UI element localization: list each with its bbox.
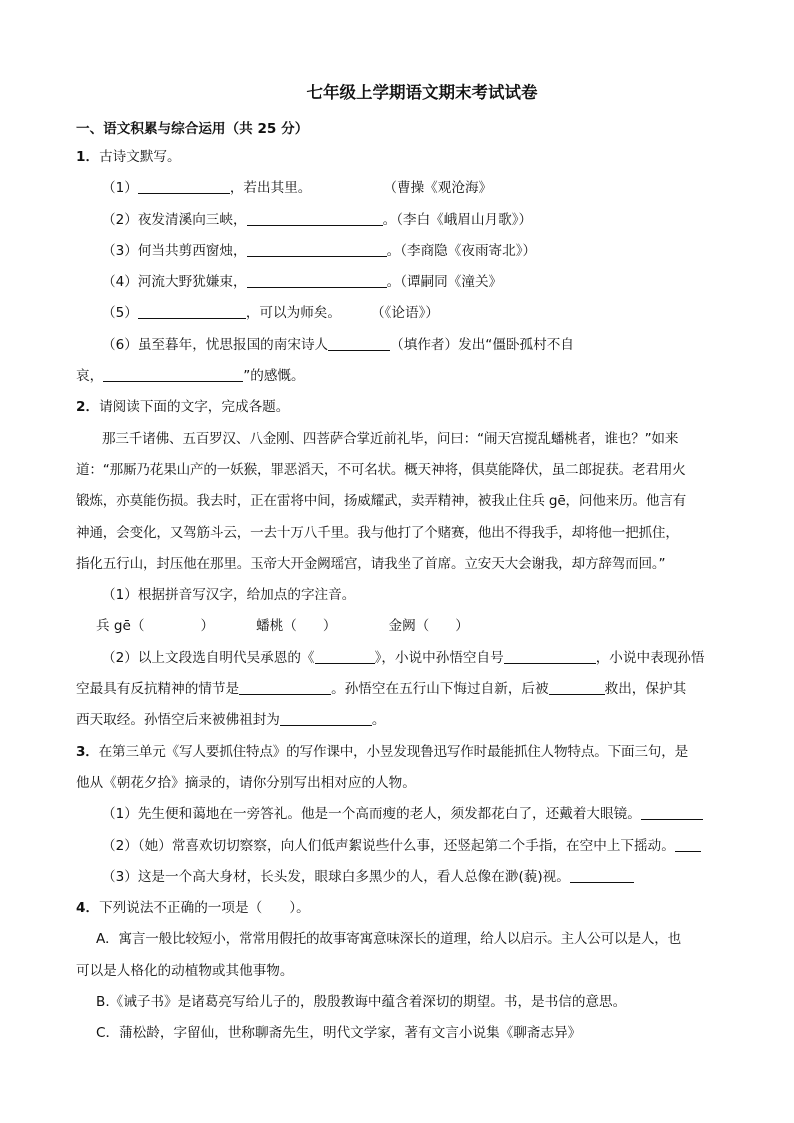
item-text: （3）何当共剪西窗烛， xyxy=(102,242,247,259)
answer-blank[interactable] xyxy=(239,680,331,695)
question-text: 在第三单元《写人要抓住特点》的写作课中，小昱发现鲁迅写作时最能抓住人物特点。下面三句，是 xyxy=(98,743,688,760)
pinyin-prompt: 兵 gē（ xyxy=(96,618,145,635)
question-3-cont: 他从《朝花夕拾》摘录的，请你分别写出相对应的人物。 xyxy=(76,774,416,791)
item-text: （1）先生便和蔼地在一旁答礼。他是一个高而瘦的老人，须发都花白了，还戴着大眼镜。 xyxy=(102,806,641,823)
q2-sub-1-items xyxy=(76,611,748,642)
section-heading: 一、语文积累与综合运用（共 25 分） xyxy=(76,121,309,137)
answer-blank[interactable] xyxy=(315,649,375,664)
item-text: ，可以为师矣。 xyxy=(245,305,341,322)
bracket: ） xyxy=(200,618,215,635)
item-text: 。（李商隐《夜雨寄北》） xyxy=(386,242,537,259)
question-2 xyxy=(76,392,748,423)
item-text: 哀， xyxy=(76,368,104,385)
item-text: （2）（她）常喜欢切切察察，向人们低声絮说些什么事，还竖起第二个手指，在空中上下摇动。 xyxy=(102,837,675,854)
item-text: 。（李白《峨眉山月歌》） xyxy=(382,211,533,228)
option-a-cont: 可以是人格化的动植物或其他事物。 xyxy=(76,962,294,979)
item-text: ”的感慨。 xyxy=(243,368,305,385)
q3-item-3 xyxy=(76,862,748,893)
question-number: 3． xyxy=(76,743,99,760)
question-number: 2． xyxy=(76,399,100,416)
answer-blank[interactable] xyxy=(675,837,701,852)
option-c[interactable]: C．蒲松龄，字留仙，世称聊斋先生，明代文学家，著有文言小说集《聊斋志异》 xyxy=(96,1025,582,1042)
question-1 xyxy=(76,142,748,173)
option-b[interactable]: B.《诫子书》是诸葛亮写给儿子的，殷殷教诲中蕴含着深切的期望。书，是书信的意思。 xyxy=(96,994,627,1011)
item-text: （6）虽至暮年，忧思报国的南宋诗人 xyxy=(102,336,329,353)
answer-blank[interactable] xyxy=(103,367,243,382)
q2-sub-2-cont2 xyxy=(76,705,748,736)
item-text: （填作者）发出“僵卧孤村不自 xyxy=(390,336,574,353)
question-text: 请阅读下面的文字，完成各题。 xyxy=(99,399,290,416)
item-text: ，小说中表现孙悟 xyxy=(595,649,705,666)
answer-blank[interactable] xyxy=(549,680,605,695)
q3-item-2 xyxy=(76,831,748,862)
page-title: 七年级上学期语文期末考试试卷 xyxy=(306,83,538,102)
q1-item-6-cont xyxy=(76,361,748,392)
word-prompt: 金阙（ xyxy=(388,618,430,635)
item-source: （曹操《观沧海》 xyxy=(383,180,493,197)
item-text: ，若出其里。 xyxy=(229,180,312,197)
item-prefix: （5） xyxy=(102,305,138,322)
item-text: 空最具有反抗精神的情节是 xyxy=(76,681,240,698)
passage-line: 神通，会变化，又驾筋斗云，一去十万八千里。我与他打了个赌赛，他出不得我手，却将他一把抓住， xyxy=(76,524,679,541)
passage-line: 道：“那厮乃花果山产的一妖猴，罪恶滔天，不可名状。概天神将，俱莫能降伏，虽二郎捉获。老君用火 xyxy=(76,461,686,478)
q1-item-2 xyxy=(76,205,748,236)
answer-blank[interactable] xyxy=(504,649,596,664)
answer-blank[interactable] xyxy=(138,179,230,194)
q1-item-5 xyxy=(76,298,748,329)
q1-item-3 xyxy=(76,236,748,267)
question-number: 4． xyxy=(76,900,100,917)
answer-blank[interactable] xyxy=(570,868,634,883)
item-text: 。 xyxy=(371,712,386,729)
item-text: 。孙悟空在五行山下悔过自新，后被 xyxy=(331,681,549,698)
answer-blank[interactable] xyxy=(280,711,372,726)
item-text: 西天取经。孙悟空后来被佛祖封为 xyxy=(76,712,280,729)
q1-item-4 xyxy=(76,267,748,298)
q3-item-1 xyxy=(76,799,748,830)
item-source: （《论语》） xyxy=(371,305,439,322)
q2-sub-1: （1）根据拼音写汉字，给加点的字注音。 xyxy=(102,587,356,604)
item-text: 。（谭嗣同《潼关》 xyxy=(386,274,503,291)
bracket: ） xyxy=(455,618,469,635)
answer-blank[interactable] xyxy=(641,805,703,820)
word-prompt: 蟠桃（ xyxy=(256,618,297,635)
q1-item-1 xyxy=(76,173,748,204)
answer-blank[interactable] xyxy=(247,273,387,288)
answer-blank[interactable] xyxy=(247,211,383,226)
question-4 xyxy=(76,893,748,924)
question-3 xyxy=(76,737,748,768)
question-text: 古诗文默写。 xyxy=(99,149,181,165)
q2-sub-2 xyxy=(76,643,748,674)
exam-page xyxy=(76,82,748,1050)
q2-sub-2-cont xyxy=(76,674,748,705)
bracket: ） xyxy=(322,618,337,635)
question-number: 1． xyxy=(76,149,100,165)
answer-blank[interactable] xyxy=(138,304,246,319)
answer-blank[interactable] xyxy=(328,336,390,351)
item-text: （2）夜发清溪向三峡， xyxy=(102,211,247,228)
passage-line: 指化五行山，封压他在那里。玉帝大开金阙瑶宫，请我坐了首席。立安天大会谢我，却方辞驾而回。” xyxy=(76,555,666,572)
option-a[interactable]: A．寓言一般比较短小，常常用假托的故事寄寓意味深长的道理，给人以启示。主人公可以是人，也 xyxy=(96,931,682,948)
item-prefix: （1） xyxy=(102,180,138,197)
question-text: 下列说法不正确的一项是（ ）。 xyxy=(99,900,310,917)
item-text: （4）河流大野犹嫌束， xyxy=(102,274,247,291)
item-text: （2）以上文段选自明代吴承恩的《 xyxy=(102,649,315,666)
answer-blank[interactable] xyxy=(247,242,387,257)
passage-line: 锻炼，亦莫能伤损。我去时，正在雷将中间，扬威耀武，卖弄精神，被我止住兵 gē，问他来历。他言有 xyxy=(76,493,687,510)
item-text: 救出，保护其 xyxy=(604,681,687,698)
q1-item-6 xyxy=(76,330,748,361)
item-text: （3）这是一个高大身材，长头发，眼球白多黑少的人，看人总像在渺(藐)视。 xyxy=(102,868,570,885)
passage-line: 那三千诸佛、五百罗汉、八金刚、四菩萨合掌近前礼毕，问曰：“闹天宫搅乱蟠桃者，谁也？”如来 xyxy=(102,430,679,447)
item-text: 》，小说中孙悟空自号 xyxy=(374,649,504,666)
